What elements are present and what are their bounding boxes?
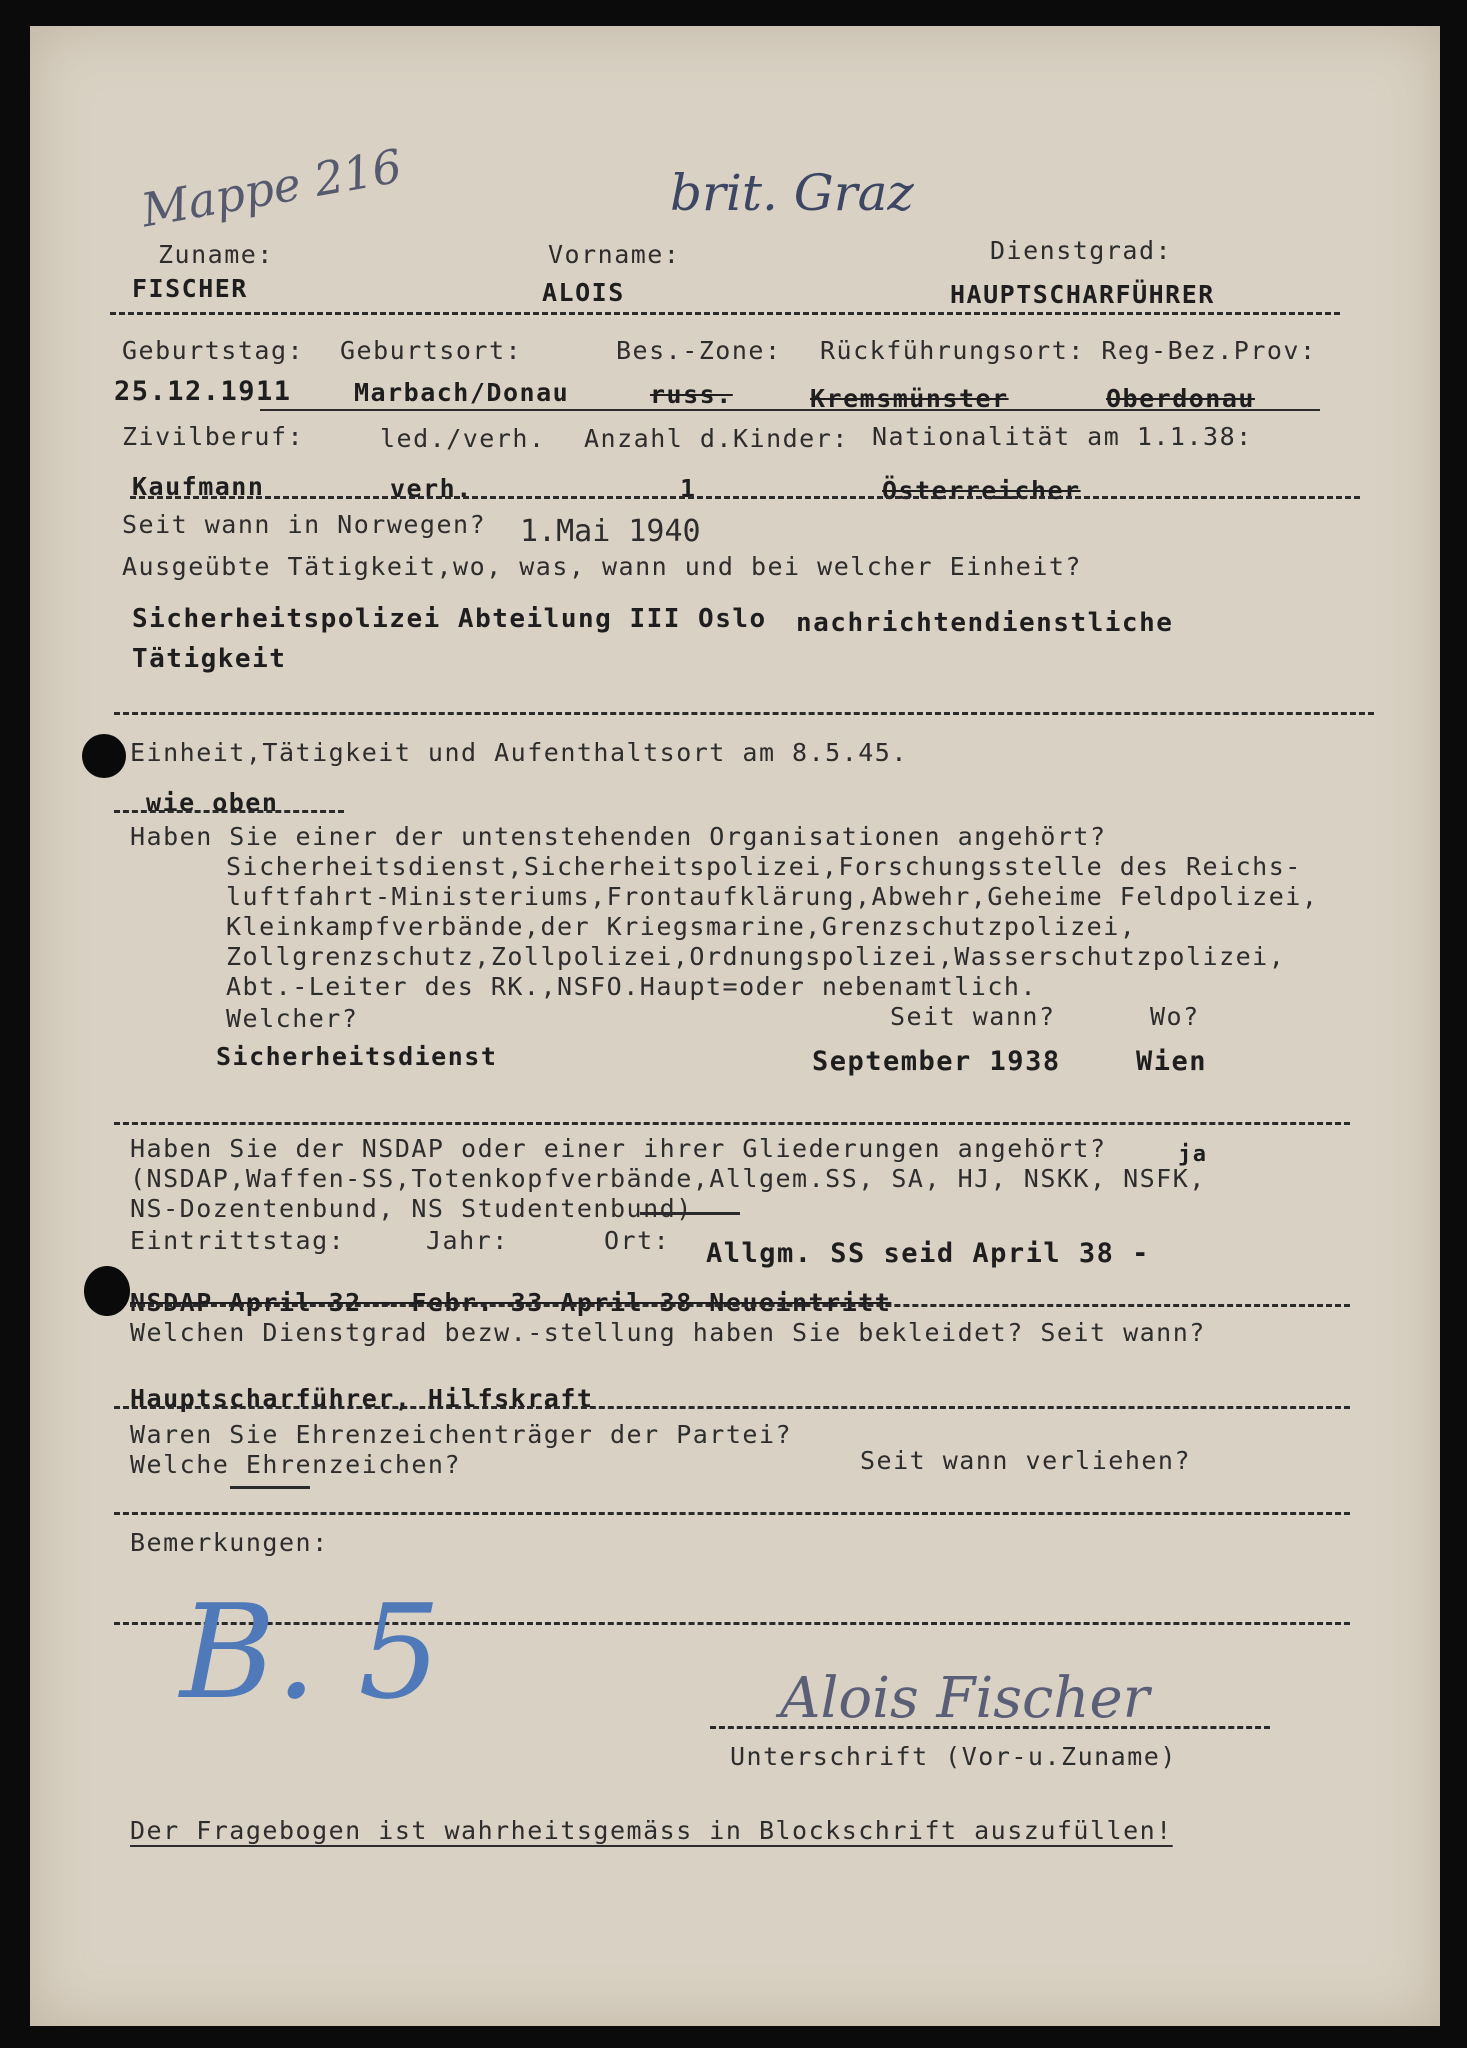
document-page (30, 26, 1440, 2026)
seit-wann-label: Seit wann? (890, 1002, 1056, 1031)
dienstgrad-answer: Hauptscharführer, Hilfskraft (130, 1384, 594, 1413)
taetigkeit-value-2: Tätigkeit (132, 644, 287, 674)
prov-value: Oberdonau (1106, 384, 1255, 413)
zuname-value: FISCHER (132, 274, 248, 303)
dienstgrad-line (114, 1406, 1350, 1409)
organisationen-line (114, 1122, 1350, 1125)
bemerkungen-label: Bemerkungen: (130, 1528, 329, 1557)
wo-value: Wien (1136, 1046, 1208, 1077)
nsdap-list-line (640, 1212, 740, 1215)
allgm-ss-value: Allgm. SS seid April 38 - (706, 1238, 1150, 1269)
geburtstag-label: Geburtstag: (122, 336, 305, 365)
footer-instruction: Der Fragebogen ist wahrheitsgemäss in Blockschrift auszufüllen! (130, 1816, 1173, 1845)
geburtstag-value: 25.12.1911 (114, 376, 292, 407)
signature-label: Unterschrift (Vor-u.Zuname) (730, 1742, 1177, 1771)
taetigkeit-label: Ausgeübte Tätigkeit,wo, was, wann und bei welcher Einheit? (122, 552, 1082, 581)
kinder-value: 1 (680, 474, 697, 503)
eintrittstag-label: Eintrittstag: (130, 1226, 346, 1255)
nsdap-ja: ja (1178, 1142, 1208, 1167)
taetigkeit-value-1b: nachrichtendienstliche (796, 608, 1174, 638)
ink-blot (84, 1266, 130, 1316)
zone-label: Bes.-Zone: (616, 336, 782, 365)
signature-line (710, 1726, 1270, 1729)
nationalitaet-value: Österreicher (882, 476, 1081, 505)
nsdap-list-1: (NSDAP,Waffen-SS,Totenkopfverbände,Allgem.SS, SA, HJ, NSKK, NSFK, (130, 1164, 1206, 1193)
dienstgrad-value: HAUPTSCHARFÜHRER (950, 280, 1215, 309)
rueckfuehrung-value: Kremsmünster (810, 384, 1009, 413)
einheit-line (114, 810, 344, 813)
row3-line (130, 496, 1360, 499)
handwritten-region-note: brit. Graz (670, 164, 914, 222)
norway-value: 1.Mai 1940 (520, 514, 701, 549)
organisationen-list-1: Sicherheitsdienst,Sicherheitspolizei,Forschungsstelle des Reichs- (226, 852, 1302, 881)
einheit-value: wie oben (146, 788, 279, 817)
zivilberuf-label: Zivilberuf: (122, 422, 305, 451)
geburtsort-value: Marbach/Donau (354, 378, 570, 407)
ehrenzeichen-question-1: Waren Sie Ehrenzeichenträger der Partei? (130, 1420, 793, 1449)
taetigkeit-value-1: Sicherheitspolizei Abteilung III Oslo (132, 604, 767, 634)
vorname-value: ALOIS (542, 278, 625, 307)
nsdap-list-2: NS-Dozentenbund, NS Studentenbund) (130, 1194, 693, 1223)
stand-label: led./verh. (380, 424, 546, 453)
einheit-label: Einheit,Tätigkeit und Aufenthaltsort am 8.5.45. (130, 738, 908, 767)
ehrenzeichen-question-2: Welche Ehrenzeichen? (130, 1450, 462, 1479)
zone-value: russ. (650, 380, 733, 409)
organisationen-list-4: Zollgrenzschutz,Zollpolizei,Ordnungspolizei,Wasserschutzpolizei, (226, 942, 1286, 971)
rueckfuehrung-label: Rückführungsort: Reg-Bez.Prov: (820, 336, 1317, 365)
nsdap-value: NSDAP April 32 - Febr. 33 April 38 Neueintritt (130, 1288, 892, 1317)
geburtsort-label: Geburtsort: (340, 336, 523, 365)
norway-label: Seit wann in Norwegen? (122, 510, 487, 539)
nsdap-question: Haben Sie der NSDAP oder einer ihrer Gliederungen angehört? (130, 1134, 1107, 1163)
signature-handwriting: Alois Fischer (780, 1666, 1150, 1731)
ink-blot (82, 734, 126, 778)
organisationen-question: Haben Sie einer der untenstehenden Organisationen angehört? (130, 822, 1107, 851)
organisationen-list-3: Kleinkampfverbände,der Kriegsmarine,Grenzschutzpolizei, (226, 912, 1137, 941)
kinder-label: Anzahl d.Kinder: (584, 424, 849, 453)
zuname-label: Zuname: (158, 240, 274, 269)
taetigkeit-line (114, 712, 1374, 715)
zivilberuf-value: Kaufmann (132, 472, 265, 501)
jahr-label: Jahr: (426, 1226, 509, 1255)
dienstgrad-label: Dienstgrad: (990, 236, 1173, 265)
welcher-value: Sicherheitsdienst (216, 1042, 498, 1071)
vorname-label: Vorname: (548, 240, 681, 269)
organisationen-list-5: Abt.-Leiter des RK.,NSFO.Haupt=oder nebenamtlich. (226, 972, 1038, 1001)
handwritten-folder-note: Mappe 216 (137, 138, 406, 238)
ort-label: Ort: (604, 1226, 671, 1255)
row2-line (260, 409, 1320, 411)
divider-line (110, 312, 1340, 315)
wo-label: Wo? (1150, 1002, 1200, 1031)
blue-pencil-mark: B. 5 (180, 1576, 441, 1728)
stand-value: verh. (390, 474, 473, 503)
nationalitaet-label: Nationalität am 1.1.38: (872, 422, 1253, 451)
organisationen-list-2: luftfahrt-Ministeriums,Frontaufklärung,Abwehr,Geheime Feldpolizei, (226, 882, 1319, 911)
nsdap-line (130, 1304, 1350, 1307)
ehrenzeichen-short-line (230, 1486, 310, 1489)
dienstgrad-question: Welchen Dienstgrad bezw.-stellung haben Sie bekleidet? Seit wann? (130, 1318, 1206, 1347)
verliehen-label: Seit wann verliehen? (860, 1446, 1192, 1475)
seit-wann-value: September 1938 (812, 1046, 1061, 1077)
ehrenzeichen-line (114, 1512, 1350, 1515)
welcher-label: Welcher? (226, 1004, 359, 1033)
